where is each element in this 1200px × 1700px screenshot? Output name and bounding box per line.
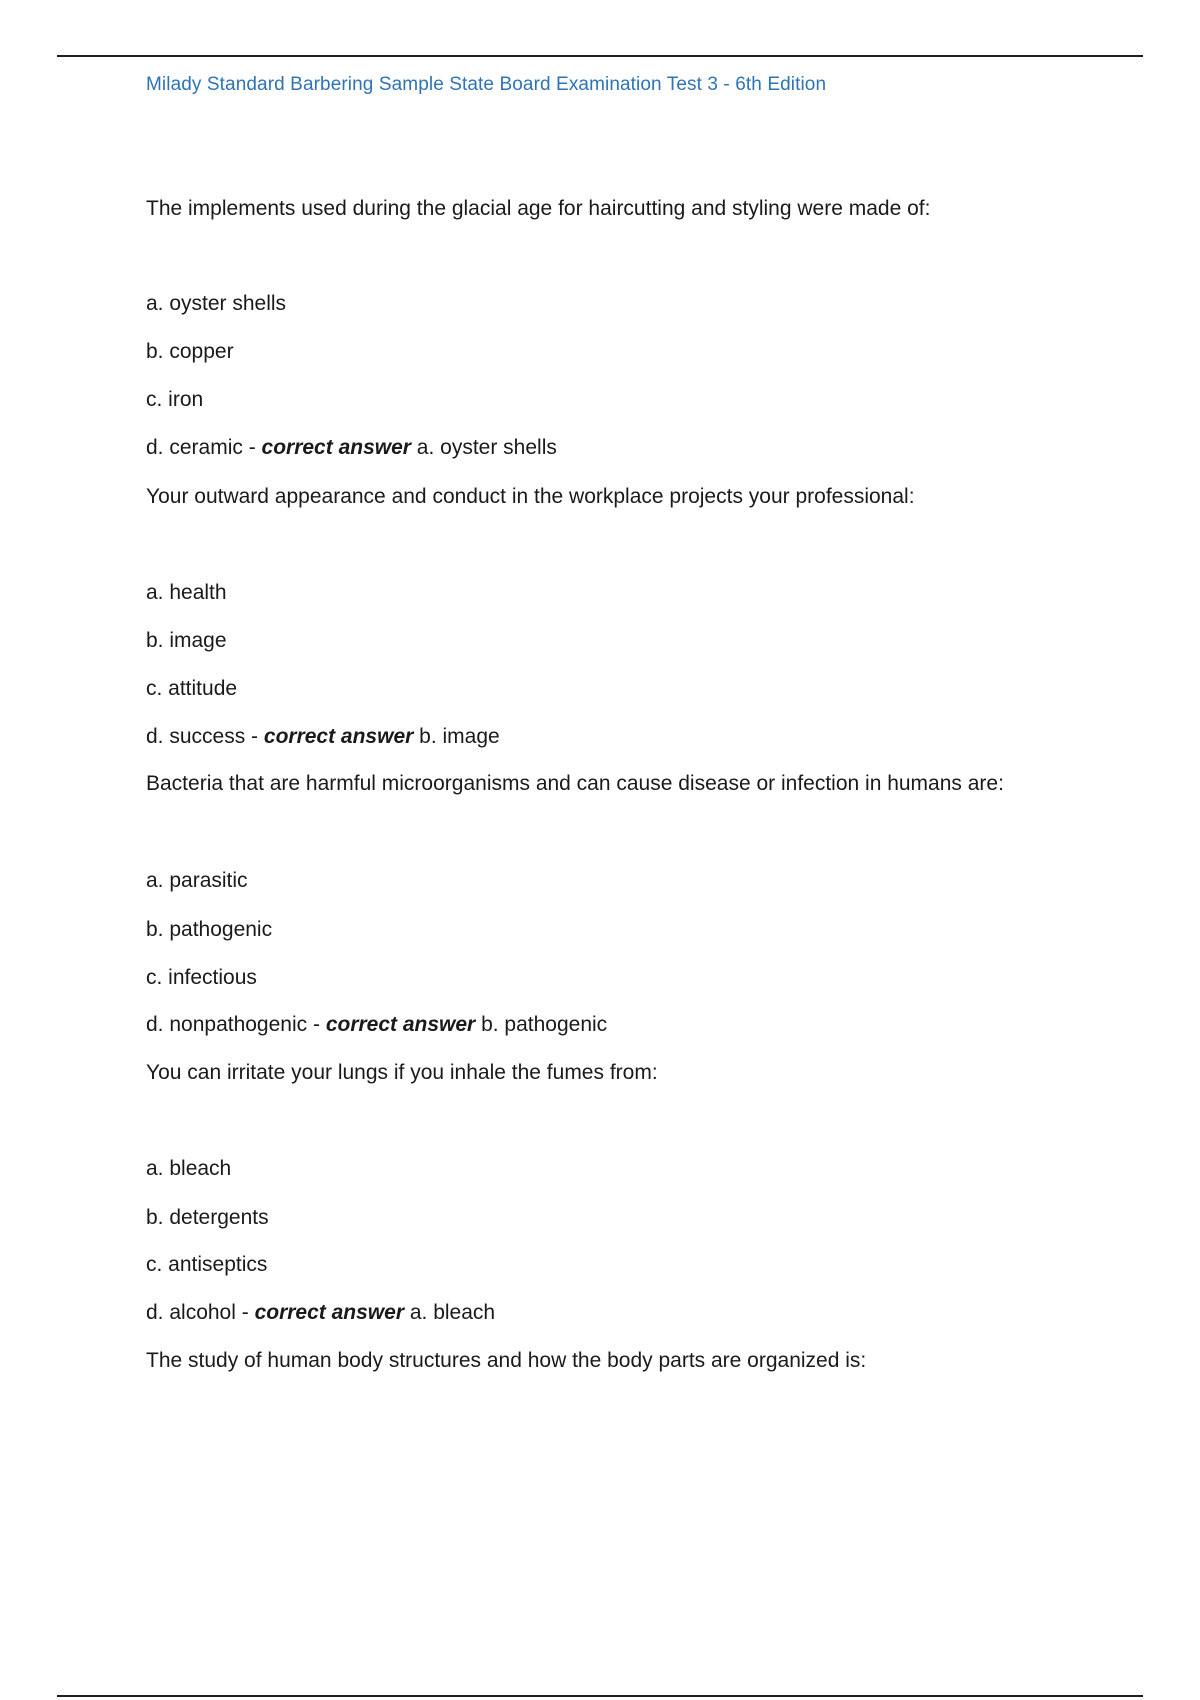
question-1-correct-value: a. oyster shells bbox=[416, 436, 557, 459]
question-3-text: Bacteria that are harmful microorganisms and can cause disease or infection in humans are: bbox=[146, 772, 1004, 795]
question-2-option-a: a. health bbox=[146, 581, 227, 604]
question-4-text: You can irritate your lungs if you inhale the fumes from: bbox=[146, 1061, 658, 1084]
question-3-option-c: c. infectious bbox=[146, 966, 257, 989]
question-3-correct-label: correct answer bbox=[325, 1013, 476, 1036]
question-1-option-d: d. ceramic - bbox=[146, 436, 256, 459]
footer-rule bbox=[57, 1695, 1143, 1697]
question-2-option-d-answer bbox=[146, 724, 500, 750]
question-2-option-c: c. attitude bbox=[146, 677, 238, 700]
question-2-option-d: d. success - bbox=[146, 725, 259, 748]
question-2-correct-value: b. image bbox=[419, 725, 500, 748]
question-1-text: The implements used during the glacial age for haircutting and styling were made of: bbox=[146, 197, 931, 220]
question-3-option-d-answer bbox=[146, 1012, 607, 1038]
header-rule bbox=[57, 55, 1143, 57]
question-3-option-b: b. pathogenic bbox=[146, 918, 273, 941]
question-4-correct-label: correct answer bbox=[254, 1301, 404, 1324]
question-1-option-d-answer bbox=[146, 435, 557, 461]
question-4-option-d: d. alcohol - bbox=[146, 1301, 249, 1324]
question-1-correct-label: correct answer bbox=[261, 436, 411, 459]
question-1-option-a: a. oyster shells bbox=[146, 292, 287, 315]
question-4-option-a: a. bleach bbox=[146, 1157, 232, 1180]
question-4-option-b: b. detergents bbox=[146, 1206, 269, 1229]
question-5-text: The study of human body structures and how the body parts are organized is: bbox=[146, 1349, 867, 1372]
document-title: Milady Standard Barbering Sample State Board Examination Test 3 - 6th Edition bbox=[146, 74, 827, 95]
question-3-correct-value: b. pathogenic bbox=[481, 1013, 608, 1036]
question-1-option-c: c. iron bbox=[146, 388, 204, 411]
question-4-option-c: c. antiseptics bbox=[146, 1253, 268, 1276]
question-4-option-d-answer bbox=[146, 1300, 495, 1326]
question-3-option-d: d. nonpathogenic - bbox=[146, 1013, 320, 1036]
question-1-option-b: b. copper bbox=[146, 340, 234, 363]
question-4-correct-value: a. bleach bbox=[409, 1301, 496, 1324]
question-2-text: Your outward appearance and conduct in the workplace projects your professional: bbox=[146, 485, 915, 508]
question-2-correct-label: correct answer bbox=[263, 725, 414, 748]
question-3-option-a: a. parasitic bbox=[146, 869, 248, 892]
question-2-option-b: b. image bbox=[146, 629, 227, 652]
